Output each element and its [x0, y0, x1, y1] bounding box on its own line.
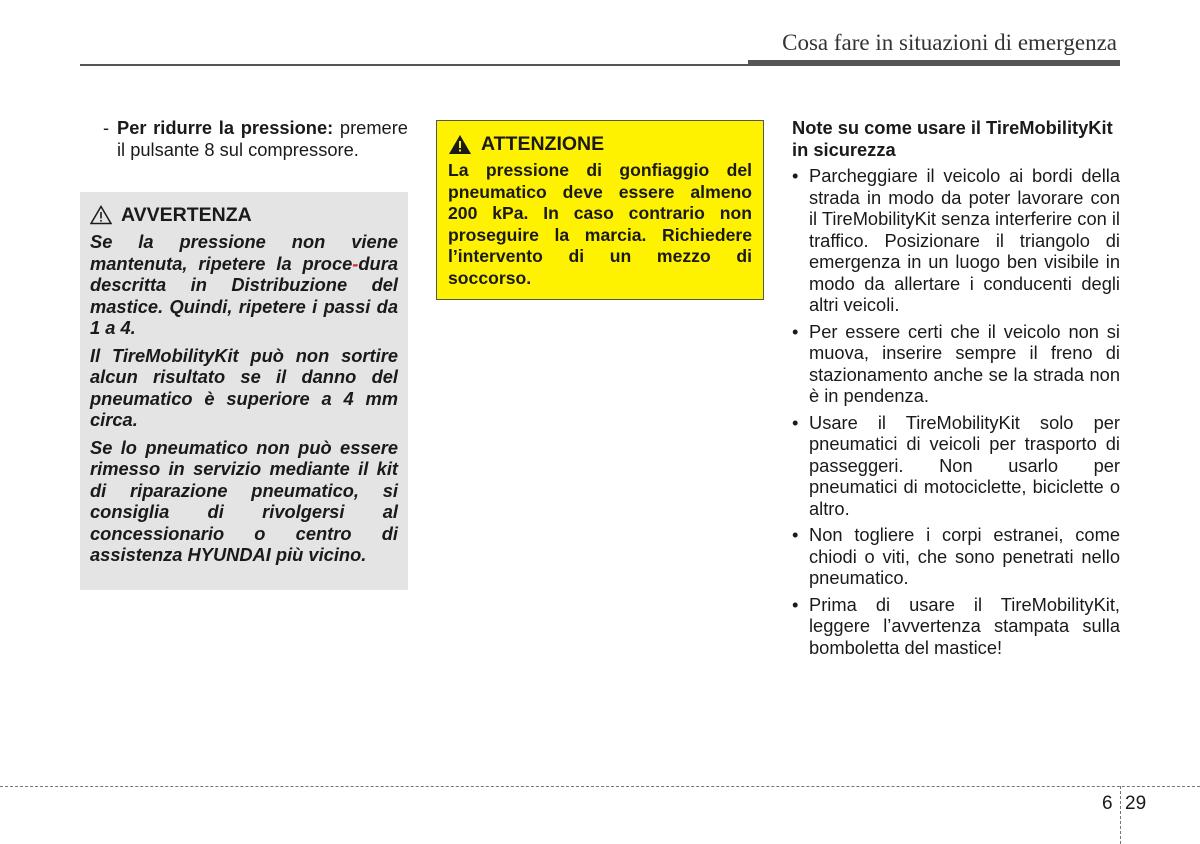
- warning-paragraph: Il TireMobilityKit può non sortire alcun risultato se il danno del pneumatico è superiore a 4 mm circa.: [90, 344, 398, 430]
- warning-title-text: AVVERTENZA: [121, 203, 252, 226]
- list-item: [792, 412, 1120, 520]
- list-item-text: Parcheggiare il veicolo ai bordi della strada in modo da poter lavorare con il TireMobilityKit senza interferire con il traffico. Posizionare il triangolo di emergenza in un luogo ben visibile in modo da allertare i conducenti degli altri veicoli.: [809, 165, 1120, 315]
- warning-text: Se la pressione non viene mantenuta, ripetere la proce: [90, 231, 398, 274]
- right-column: [792, 117, 1120, 663]
- list-item: [792, 524, 1120, 589]
- warning-triangle-icon: [90, 205, 112, 225]
- warning-box: [80, 192, 408, 590]
- warning-title: [90, 202, 398, 228]
- dash-marker: -: [103, 117, 110, 138]
- notes-list: [792, 165, 1120, 658]
- instruction-text: premere il pulsante 8 sul compressore.: [117, 117, 408, 160]
- footer-divider: [1120, 786, 1121, 844]
- attention-text: La pressione di gonfiaggio del pneumatico deve essere almeno 200 kPa. In caso contrario non proseguire la marcia. Richiedere l’intervento di un mezzo di soccorso.: [448, 160, 752, 288]
- list-item-text: Non togliere i corpi estranei, come chiodi o viti, che sono penetrati nello pneumatico.: [809, 524, 1120, 588]
- instruction-label: Per ridurre la pressione:: [117, 117, 334, 138]
- bullet-marker: •: [792, 593, 799, 615]
- page-number: 29: [1125, 793, 1147, 814]
- attention-title: [448, 131, 752, 157]
- hyphen-mark: -: [352, 252, 359, 274]
- running-header: Cosa fare in situazioni di emergenza: [782, 30, 1117, 55]
- bullet-marker: •: [792, 411, 799, 433]
- warning-text: dura descritta in Distribuzione del mastice. Quindi, ripetere i passi da 1 a 4.: [90, 252, 398, 338]
- section-heading: Note su come usare il TireMobilityKit in sicurezza: [792, 117, 1113, 160]
- attention-box: [436, 120, 764, 300]
- warning-paragraph: Se lo pneumatico non può essere rimesso in servizio mediante il kit di riparazione pneumatico, si consiglia di rivolgersi al concessionario o centro di assistenza HYUNDAI più vicino.: [90, 436, 398, 565]
- list-item: [80, 117, 408, 160]
- list-item-text: Usare il TireMobilityKit solo per pneumatici di veicoli per trasporto di passeggeri. Non usarlo per pneumatici di motociclette, biciclette o altro.: [809, 411, 1120, 519]
- list-item: [792, 594, 1120, 659]
- list-item: [792, 165, 1120, 316]
- list-item: [792, 321, 1120, 407]
- bullet-marker: •: [792, 320, 799, 342]
- list-item-text: Per essere certi che il veicolo non si muova, inserire sempre il freno di stazionamento anche se la strada non è in pendenza.: [809, 320, 1120, 406]
- footer-rule: [0, 786, 1200, 787]
- chapter-number: 6: [1102, 793, 1113, 814]
- bullet-marker: •: [792, 524, 799, 545]
- bullet-marker: •: [792, 165, 799, 186]
- attention-title-text: ATTENZIONE: [481, 132, 605, 155]
- list-item-text: Prima di usare il TireMobilityKit, leggere l’avvertenza stampata sulla bomboletta del mastice!: [809, 593, 1120, 658]
- warning-triangle-icon: [448, 134, 472, 155]
- left-column: [80, 117, 408, 160]
- header-rule-accent: [748, 60, 1120, 66]
- warning-paragraph: [90, 231, 398, 339]
